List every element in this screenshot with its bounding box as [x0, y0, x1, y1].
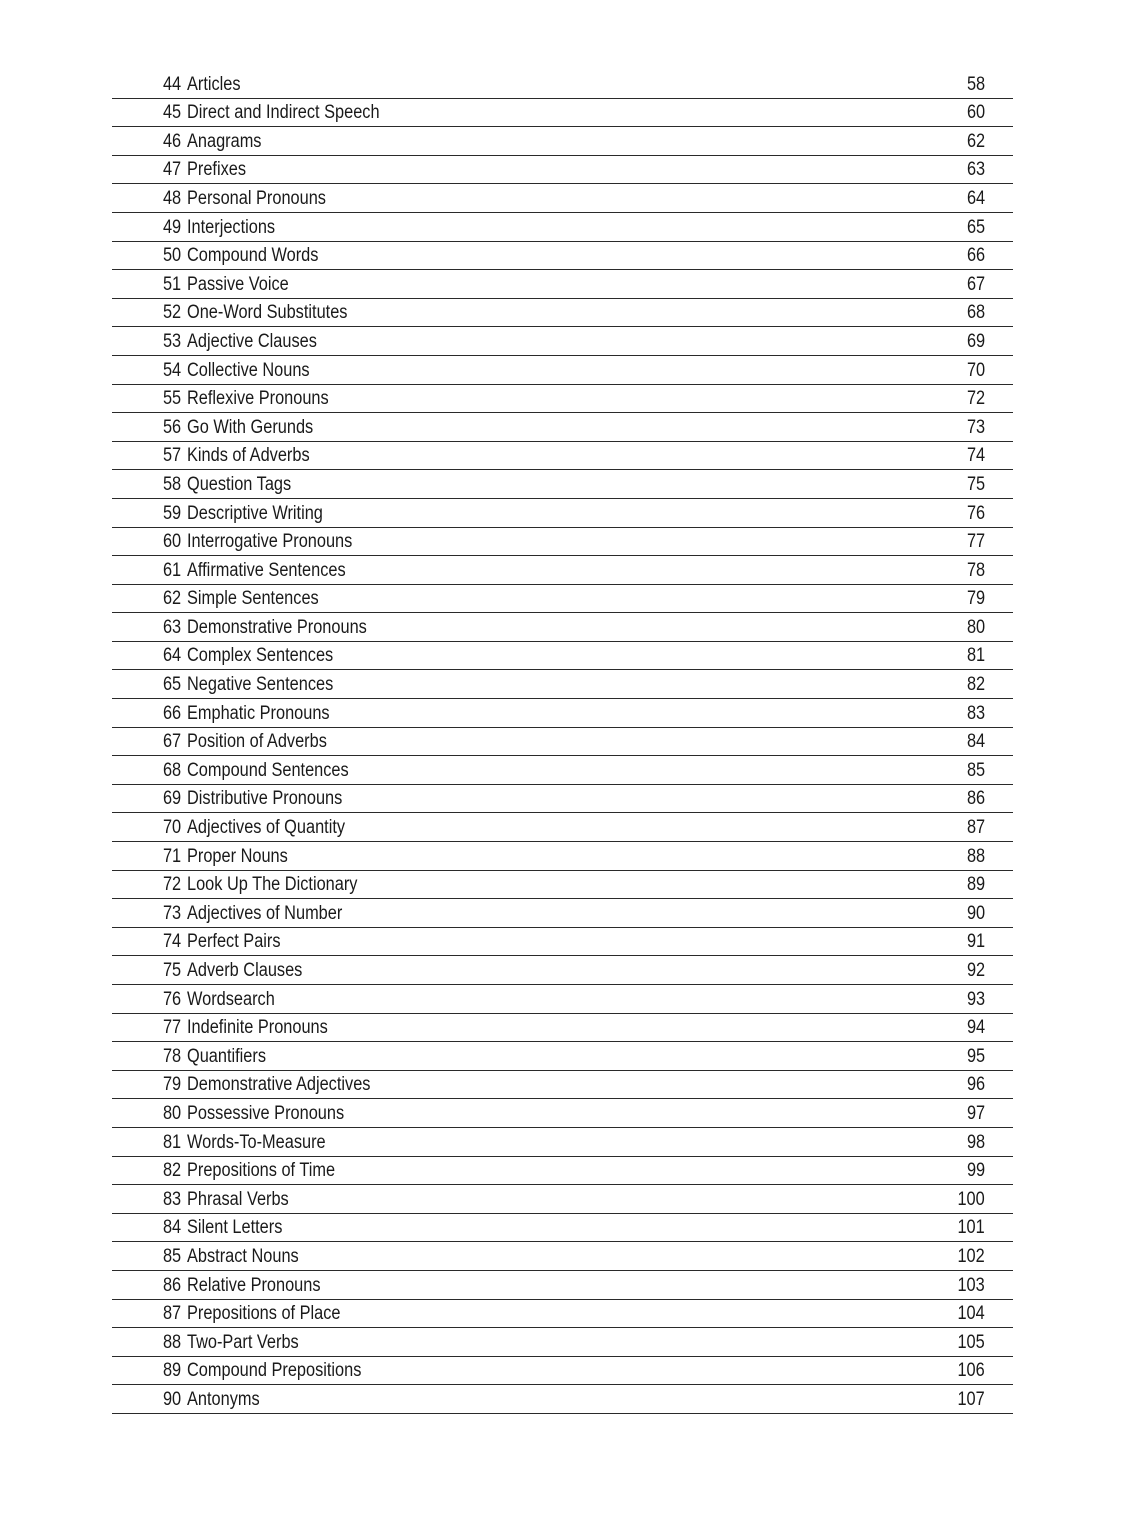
chapter-title: Adverb Clauses: [187, 960, 303, 981]
chapter-number: 64: [162, 645, 181, 667]
toc-row: [112, 956, 1013, 985]
page-number: 95: [966, 1045, 985, 1067]
toc-row: [112, 813, 1013, 842]
chapter-number: 52: [162, 302, 181, 324]
chapter-number: 57: [162, 445, 181, 467]
page-number: 58: [966, 73, 985, 95]
page-number: 107: [957, 1388, 985, 1410]
page-number: 72: [966, 388, 985, 410]
table-of-contents: [112, 70, 1013, 1414]
toc-row: [112, 842, 1013, 871]
toc-row: [112, 127, 1013, 156]
chapter-number: 67: [162, 731, 181, 753]
chapter-title: Quantifiers: [187, 1045, 267, 1067]
chapter-title: Prepositions of Time: [187, 1160, 336, 1182]
toc-row: [112, 613, 1013, 642]
toc-row: [112, 1042, 1013, 1071]
toc-row: [112, 1242, 1013, 1271]
chapter-title: Phrasal Verbs: [187, 1188, 289, 1210]
toc-row: [112, 928, 1013, 957]
page-number: 90: [966, 902, 985, 924]
page-number: 97: [966, 1102, 985, 1124]
chapter-title: Simple Sentences: [187, 588, 319, 610]
toc-row: [112, 985, 1013, 1014]
chapter-title: Silent Letters: [187, 1217, 283, 1239]
page-number: 73: [966, 416, 985, 438]
chapter-title: Articles: [187, 73, 241, 95]
chapter-number: 83: [162, 1188, 181, 1210]
chapter-title: Demonstrative Adjectives: [187, 1074, 371, 1096]
chapter-number: 85: [162, 1245, 181, 1267]
chapter-number: 78: [162, 1045, 181, 1067]
chapter-number: 45: [162, 102, 181, 124]
chapter-number: 59: [162, 502, 181, 524]
chapter-title: Descriptive Writing: [187, 502, 323, 524]
chapter-number: 89: [162, 1360, 181, 1382]
chapter-title: Personal Pronouns: [187, 187, 326, 209]
toc-row: [112, 756, 1013, 785]
chapter-number: 50: [162, 245, 181, 267]
chapter-number: 68: [162, 759, 181, 781]
chapter-number: 53: [162, 330, 181, 352]
toc-row: [112, 528, 1013, 557]
chapter-title: Perfect Pairs: [187, 931, 281, 953]
chapter-title: Compound Sentences: [187, 759, 349, 781]
toc-row: [112, 327, 1013, 356]
toc-row: [112, 728, 1013, 757]
chapter-title: Antonyms: [187, 1388, 260, 1410]
toc-row: [112, 1014, 1013, 1043]
chapter-number: 49: [162, 216, 181, 238]
page-number: 66: [966, 245, 985, 267]
chapter-number: 87: [162, 1303, 181, 1325]
page-number: 92: [966, 960, 985, 981]
toc-row: [112, 699, 1013, 728]
page-number: 94: [966, 1017, 985, 1039]
chapter-number: 55: [162, 388, 181, 410]
page-number: 70: [966, 359, 985, 381]
page-number: 65: [966, 216, 985, 238]
page-number: 93: [966, 988, 985, 1010]
chapter-number: 47: [162, 159, 181, 181]
chapter-title: Emphatic Pronouns: [187, 702, 330, 724]
page-number: 98: [966, 1131, 985, 1153]
toc-row: [112, 242, 1013, 271]
chapter-number: 80: [162, 1102, 181, 1124]
page-number: 62: [966, 130, 985, 152]
chapter-number: 62: [162, 588, 181, 610]
chapter-number: 72: [162, 874, 181, 896]
toc-row: [112, 184, 1013, 213]
page-number: 100: [957, 1188, 985, 1210]
chapter-number: 51: [162, 273, 181, 295]
chapter-title: Adjectives of Number: [187, 902, 343, 924]
toc-row: [112, 385, 1013, 414]
chapter-title: Negative Sentences: [187, 674, 334, 696]
chapter-title: Prefixes: [187, 159, 247, 181]
toc-row: [112, 1357, 1013, 1386]
toc-row: [112, 213, 1013, 242]
chapter-number: 90: [162, 1388, 181, 1410]
page-number: 101: [957, 1217, 985, 1239]
page-number: 64: [966, 187, 985, 209]
page-number: 86: [966, 788, 985, 810]
page-number: 102: [957, 1245, 985, 1267]
page-number: 83: [966, 702, 985, 724]
chapter-title: Demonstrative Pronouns: [187, 616, 367, 638]
chapter-number: 86: [162, 1274, 181, 1296]
chapter-title: Complex Sentences: [187, 645, 334, 667]
toc-row: [112, 785, 1013, 814]
chapter-title: Compound Words: [187, 245, 319, 267]
toc-row: [112, 1328, 1013, 1357]
chapter-number: 66: [162, 702, 181, 724]
chapter-title: Wordsearch: [187, 988, 275, 1010]
chapter-title: Passive Voice: [187, 273, 289, 295]
page-number: 105: [957, 1331, 985, 1353]
toc-row: [112, 1157, 1013, 1186]
chapter-title: Collective Nouns: [187, 359, 310, 381]
chapter-title: One-Word Substitutes: [187, 302, 348, 324]
chapter-number: 74: [162, 931, 181, 953]
toc-row: [112, 1071, 1013, 1100]
toc-row: [112, 356, 1013, 385]
chapter-number: 70: [162, 817, 181, 839]
toc-row: [112, 585, 1013, 614]
chapter-number: 61: [162, 559, 181, 581]
chapter-number: 65: [162, 674, 181, 696]
chapter-title: Adjectives of Quantity: [187, 817, 346, 839]
chapter-number: 48: [162, 187, 181, 209]
chapter-number: 56: [162, 416, 181, 438]
toc-row: [112, 470, 1013, 499]
page-number: 78: [966, 559, 985, 581]
page-number: 96: [966, 1074, 985, 1096]
toc-row: [112, 556, 1013, 585]
page-number: 80: [966, 616, 985, 638]
page-number: 87: [966, 817, 985, 839]
page-number: 84: [966, 731, 985, 753]
chapter-title: Interrogative Pronouns: [187, 531, 353, 553]
chapter-title: Abstract Nouns: [187, 1245, 299, 1267]
chapter-title: Proper Nouns: [187, 845, 288, 867]
chapter-number: 84: [162, 1217, 181, 1239]
chapter-title: Distributive Pronouns: [187, 788, 343, 810]
chapter-title: Look Up The Dictionary: [187, 874, 358, 896]
chapter-title: Affirmative Sentences: [187, 559, 346, 581]
page-number: 69: [966, 330, 985, 352]
page-number: 79: [966, 588, 985, 610]
page-number: 88: [966, 845, 985, 867]
page-number: 68: [966, 302, 985, 324]
toc-row: [112, 1128, 1013, 1157]
toc-row: [112, 156, 1013, 185]
toc-row: [112, 1385, 1013, 1414]
chapter-number: 73: [162, 902, 181, 924]
toc-row: [112, 99, 1013, 128]
toc-row: [112, 442, 1013, 471]
page-number: 103: [957, 1274, 985, 1296]
chapter-number: 71: [162, 845, 181, 867]
chapter-title: Relative Pronouns: [187, 1274, 321, 1296]
page-number: 67: [966, 273, 985, 295]
page-number: 81: [966, 645, 985, 667]
page-number: 104: [957, 1303, 985, 1325]
chapter-number: 88: [162, 1331, 181, 1353]
toc-row: [112, 1271, 1013, 1300]
chapter-title: Adjective Clauses: [187, 330, 317, 352]
toc-row: [112, 1185, 1013, 1214]
chapter-number: 77: [162, 1017, 181, 1039]
page-number: 75: [966, 473, 985, 495]
chapter-number: 69: [162, 788, 181, 810]
page-number: 82: [966, 674, 985, 696]
chapter-title: Position of Adverbs: [187, 731, 327, 753]
chapter-title: Compound Prepositions: [187, 1360, 362, 1382]
toc-row: [112, 499, 1013, 528]
chapter-title: Interjections: [187, 216, 276, 238]
chapter-number: 76: [162, 988, 181, 1010]
page-number: 76: [966, 502, 985, 524]
chapter-title: Go With Gerunds: [187, 416, 314, 438]
chapter-title: Question Tags: [187, 473, 292, 495]
chapter-title: Kinds of Adverbs: [187, 445, 310, 467]
page-number: 85: [966, 759, 985, 781]
toc-row: [112, 70, 1013, 99]
chapter-number: 82: [162, 1160, 181, 1182]
toc-row: [112, 1300, 1013, 1329]
toc-row: [112, 670, 1013, 699]
page-number: 74: [966, 445, 985, 467]
toc-row: [112, 299, 1013, 328]
chapter-number: 60: [162, 531, 181, 553]
chapter-title: Prepositions of Place: [187, 1303, 341, 1325]
chapter-number: 46: [162, 130, 181, 152]
toc-row: [112, 899, 1013, 928]
toc-row: [112, 270, 1013, 299]
chapter-title: Possessive Pronouns: [187, 1102, 345, 1124]
chapter-title: Indefinite Pronouns: [187, 1017, 328, 1039]
toc-row: [112, 1214, 1013, 1243]
chapter-title: Direct and Indirect Speech: [187, 102, 380, 124]
chapter-number: 75: [162, 960, 181, 981]
page-number: 99: [966, 1160, 985, 1182]
chapter-title: Reflexive Pronouns: [187, 388, 329, 410]
chapter-number: 79: [162, 1074, 181, 1096]
chapter-title: Two-Part Verbs: [187, 1331, 299, 1353]
page-number: 63: [966, 159, 985, 181]
chapter-number: 63: [162, 616, 181, 638]
chapter-number: 81: [162, 1131, 181, 1153]
page-number: 77: [966, 531, 985, 553]
toc-row: [112, 642, 1013, 671]
chapter-title: Anagrams: [187, 130, 262, 152]
chapter-number: 58: [162, 473, 181, 495]
chapter-number: 54: [162, 359, 181, 381]
page-number: 60: [966, 102, 985, 124]
chapter-title: Words-To-Measure: [187, 1131, 326, 1153]
page-number: 89: [966, 874, 985, 896]
toc-row: [112, 871, 1013, 900]
page-number: 91: [966, 931, 985, 953]
toc-row: [112, 413, 1013, 442]
chapter-number: 44: [162, 73, 181, 95]
page-number: 106: [957, 1360, 985, 1382]
toc-row: [112, 1099, 1013, 1128]
